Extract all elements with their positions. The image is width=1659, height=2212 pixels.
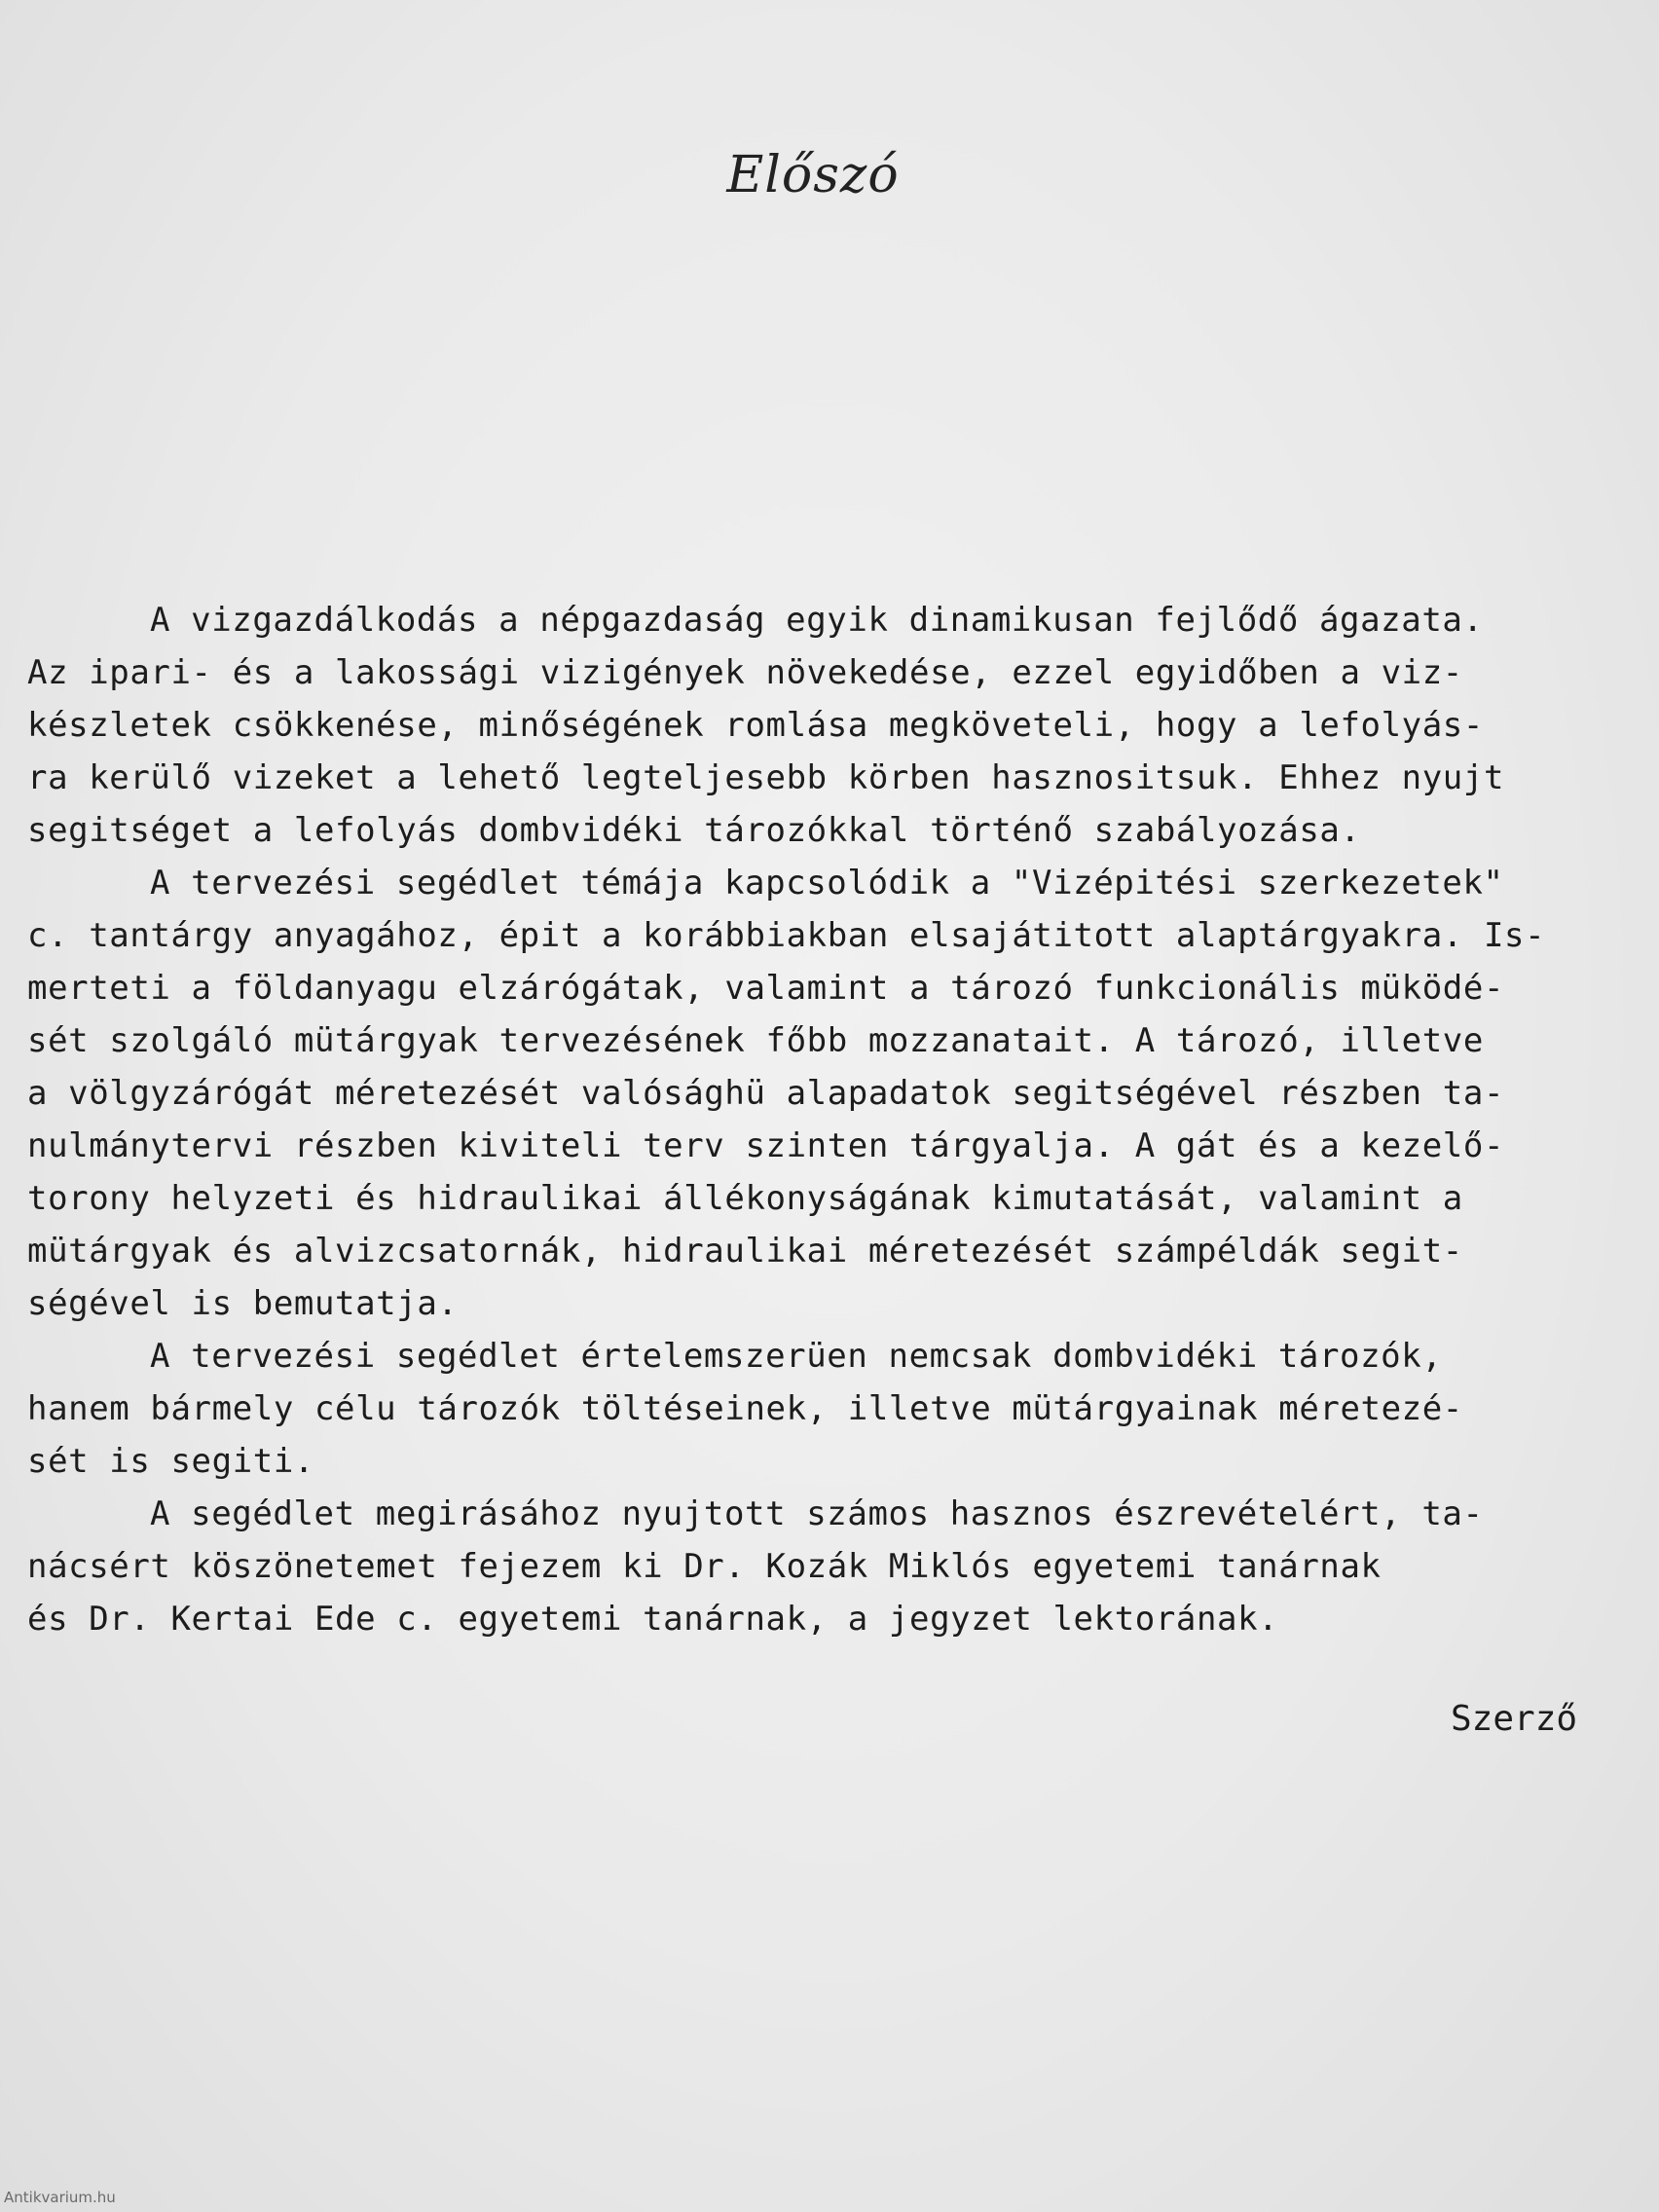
text-line: ra kerülő vizeket a lehető legteljesebb körben hasznositsuk. Ehhez nyujt [27,758,1505,797]
text-line: A segédlet megirásához nyujtott számos hasznos észrevételért, ta- [150,1494,1484,1533]
text-line: c. tantárgy anyagához, épit a korábbiakban elsajátitott alaptárgyakra. Is- [27,916,1546,955]
author-signature: Szerző [1451,1699,1578,1739]
text-line: A tervezési segédlet értelemszerüen nemcsak dombvidéki tározók, [150,1337,1443,1376]
watermark-logo: Antikvarium.hu [4,2189,116,2206]
text-line: sét is segiti. [27,1442,314,1481]
text-line: a völgyzárógát méretezését valósághü alapadatok segitségével részben ta- [27,1074,1505,1113]
text-line: sét szolgáló mütárgyak tervezésének főbb mozzanatait. A tározó, illetve [27,1021,1484,1060]
preface-body [27,594,1648,1645]
text-line: torony helyzeti és hidraulikai állékonyságának kimutatását, valamint a [27,1179,1463,1218]
text-line: nácsért köszönetemet fejezem ki Dr. Kozák Miklós egyetemi tanárnak [27,1547,1382,1586]
text-line: Az ipari- és a lakossági vizigények növekedése, ezzel egyidőben a viz- [27,653,1463,692]
text-line: és Dr. Kertai Ede c. egyetemi tanárnak, a jegyzet lektorának. [27,1600,1279,1639]
text-line: mütárgyak és alvizcsatornák, hidraulikai méretezését számpéldák segit- [27,1232,1463,1271]
text-line: készletek csökkenése, minőségének romlása megköveteli, hogy a lefolyás- [27,706,1484,745]
text-line: A vizgazdálkodás a népgazdaság egyik dinamikusan fejlődő ágazata. [150,601,1484,640]
text-line: segitséget a lefolyás dombvidéki tározókkal történő szabályozása. [27,811,1361,850]
text-line: nulmánytervi részben kiviteli terv szinten tárgyalja. A gát és a kezelő- [27,1126,1505,1165]
text-line: merteti a földanyagu elzárógátak, valamint a tározó funkcionális müködé- [27,969,1505,1008]
text-line: A tervezési segédlet témája kapcsolódik a "Vizépitési szerkezetek" [150,864,1504,903]
text-line: ségével is bemutatja. [27,1284,459,1323]
text-line: hanem bármely célu tározók töltéseinek, illetve mütárgyainak méretezé- [27,1389,1463,1428]
page-title: Előszó [726,146,900,204]
